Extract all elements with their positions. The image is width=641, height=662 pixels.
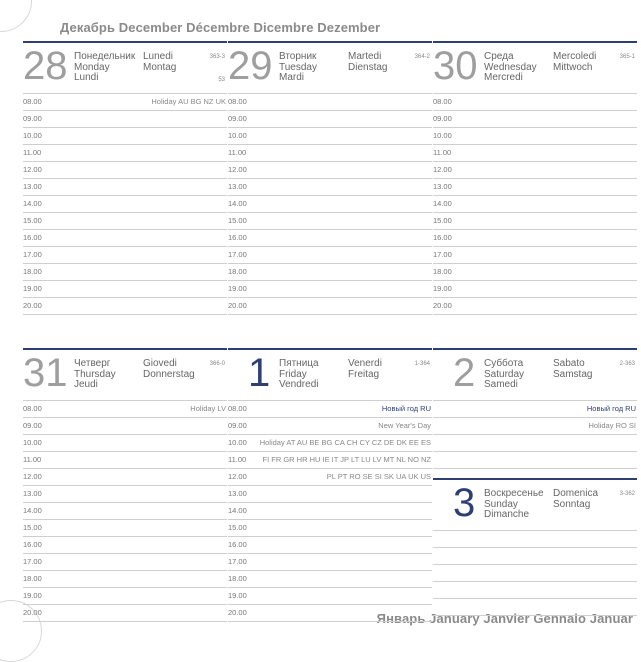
time-label: 17.00	[23, 250, 42, 259]
day-name-it: Mercoledi	[553, 51, 597, 62]
day-number: 2	[453, 351, 476, 395]
day-name-en: Tuesday	[279, 61, 317, 73]
day-names-secondary	[348, 359, 382, 380]
time-label: 20.00	[228, 301, 247, 310]
time-slot[interactable]	[433, 417, 637, 434]
time-label: 16.00	[23, 233, 42, 242]
day-block-30	[433, 41, 637, 315]
time-slot[interactable]	[433, 178, 637, 195]
time-label: 09.00	[433, 114, 452, 123]
time-slot[interactable]	[228, 570, 432, 587]
day-block-3	[433, 478, 637, 616]
time-slot[interactable]	[228, 587, 432, 604]
day-names-secondary	[348, 52, 387, 73]
time-slot[interactable]	[228, 280, 432, 297]
time-lines	[23, 93, 227, 315]
time-slot[interactable]	[228, 485, 432, 502]
time-label: 11.00	[433, 148, 452, 157]
time-label: 11.00	[228, 148, 247, 157]
time-slot[interactable]	[23, 127, 227, 144]
day-block-2	[433, 348, 637, 469]
time-label: 13.00	[228, 489, 247, 498]
time-slot[interactable]	[433, 110, 637, 127]
holiday-note-ru: Новый год RU	[381, 404, 431, 413]
day-names-primary	[74, 52, 135, 84]
time-lines	[228, 93, 432, 315]
time-label: 17.00	[23, 557, 42, 566]
time-slot[interactable]	[433, 212, 637, 229]
time-slot[interactable]	[23, 144, 227, 161]
day-of-year: 365-1	[619, 54, 635, 60]
time-slot[interactable]	[23, 110, 227, 127]
time-slot[interactable]	[433, 530, 637, 547]
time-label: 11.00	[23, 455, 42, 464]
time-slot[interactable]	[433, 581, 637, 598]
day-name-it: Lunedi	[143, 51, 174, 62]
time-label: 08.00	[23, 97, 42, 106]
day-number: 3	[453, 481, 476, 525]
day-header	[228, 41, 432, 93]
time-label: 09.00	[228, 421, 247, 430]
time-slot[interactable]	[23, 587, 227, 604]
day-name-fr: Mardi	[279, 72, 305, 83]
time-label: 20.00	[23, 608, 42, 617]
day-names-primary	[279, 359, 319, 391]
time-label: 09.00	[23, 421, 42, 430]
day-name-it: Venerdi	[348, 358, 382, 369]
time-slot[interactable]	[228, 178, 432, 195]
time-slot[interactable]	[23, 400, 227, 417]
day-name-en: Wednesday	[484, 61, 537, 73]
day-name-fr: Mercredi	[484, 72, 523, 83]
time-slot[interactable]	[23, 553, 227, 570]
time-slot[interactable]	[433, 564, 637, 581]
day-name-en: Saturday	[484, 368, 525, 380]
time-slot[interactable]	[23, 519, 227, 536]
day-name-it: Martedi	[348, 51, 382, 62]
time-slot[interactable]	[433, 246, 637, 263]
day-number: 30	[433, 44, 478, 88]
time-slot[interactable]	[228, 536, 432, 553]
day-of-year: 2-363	[619, 361, 635, 367]
holiday-note: FI FR GR HR HU IE IT JP LT LU LV MT NL NO NZ	[262, 455, 431, 464]
time-slot[interactable]	[228, 195, 432, 212]
time-slot[interactable]	[228, 400, 432, 417]
time-slot[interactable]	[23, 417, 227, 434]
time-label: 13.00	[228, 182, 247, 191]
time-slot[interactable]	[228, 502, 432, 519]
time-label: 10.00	[23, 131, 42, 140]
time-label: 19.00	[228, 284, 247, 293]
time-slot[interactable]	[23, 434, 227, 451]
day-header	[23, 41, 227, 93]
time-slot[interactable]	[228, 297, 432, 315]
time-slot[interactable]	[228, 451, 432, 468]
holiday-note: New Year's Day	[378, 421, 431, 430]
time-slot[interactable]	[23, 246, 227, 263]
time-label: 16.00	[433, 233, 452, 242]
time-slot[interactable]	[228, 434, 432, 451]
time-label: 08.00	[228, 97, 247, 106]
time-lines	[433, 93, 637, 315]
time-label: 12.00	[433, 165, 452, 174]
time-slot[interactable]	[433, 547, 637, 564]
time-slot[interactable]	[433, 434, 637, 451]
holiday-note: Holiday LV	[190, 404, 226, 413]
day-of-year: 366-0	[209, 361, 225, 367]
time-label: 10.00	[433, 131, 452, 140]
week-number: 53	[218, 77, 225, 83]
day-name-fr: Vendredi	[279, 379, 319, 390]
day-name-en: Thursday	[74, 368, 116, 380]
time-label: 08.00	[228, 404, 247, 413]
day-name-de: Freitag	[348, 368, 380, 380]
time-slot[interactable]	[433, 263, 637, 280]
time-label: 08.00	[23, 404, 42, 413]
time-label: 17.00	[228, 250, 247, 259]
time-label: 10.00	[228, 131, 247, 140]
day-number: 28	[23, 44, 68, 88]
decorative-circle	[0, 0, 32, 32]
time-label: 19.00	[23, 284, 42, 293]
day-block-1	[228, 348, 432, 622]
time-slot[interactable]	[228, 229, 432, 246]
time-label: 18.00	[23, 574, 42, 583]
time-label: 18.00	[433, 267, 452, 276]
day-header	[23, 348, 227, 400]
time-slot[interactable]	[23, 604, 227, 622]
time-slot[interactable]	[433, 144, 637, 161]
day-name-ru: Среда	[484, 51, 514, 62]
day-name-fr: Dimanche	[484, 509, 530, 520]
day-number: 29	[228, 44, 273, 88]
day-block-31	[23, 348, 227, 622]
time-slot[interactable]	[23, 229, 227, 246]
day-of-year: 3-362	[619, 491, 635, 497]
day-name-ru: Суббота	[484, 358, 524, 369]
holiday-note: PL PT RO SE SI SK UA UK US	[326, 472, 431, 481]
time-label: 15.00	[23, 216, 42, 225]
day-header	[228, 348, 432, 400]
time-slot[interactable]	[228, 519, 432, 536]
time-slot[interactable]	[433, 297, 637, 315]
day-of-year: 364-2	[414, 54, 430, 60]
time-slot[interactable]	[228, 263, 432, 280]
time-slot[interactable]	[23, 280, 227, 297]
time-slot[interactable]	[23, 570, 227, 587]
time-slot[interactable]	[23, 297, 227, 315]
day-name-fr: Lundi	[74, 72, 99, 83]
time-slot[interactable]	[228, 161, 432, 178]
time-label: 11.00	[228, 455, 247, 464]
time-slot[interactable]	[433, 451, 637, 469]
time-slot[interactable]	[228, 127, 432, 144]
time-label: 19.00	[228, 591, 247, 600]
time-label: 14.00	[23, 199, 42, 208]
holiday-note-ru: Новый год RU	[586, 404, 636, 413]
day-header	[433, 478, 637, 530]
time-slot[interactable]	[23, 195, 227, 212]
time-slot[interactable]	[228, 110, 432, 127]
time-slot[interactable]	[433, 229, 637, 246]
time-label: 11.00	[23, 148, 42, 157]
month-title-january: Январь January Janvier Gennaio Januar	[376, 611, 633, 626]
time-label: 20.00	[23, 301, 42, 310]
day-block-28	[23, 41, 227, 315]
time-label: 13.00	[23, 182, 42, 191]
time-label: 13.00	[433, 182, 452, 191]
day-name-ru: Вторник	[279, 51, 317, 62]
time-slot[interactable]	[228, 212, 432, 229]
time-slot[interactable]	[23, 502, 227, 519]
time-slot[interactable]	[228, 604, 432, 622]
time-label: 15.00	[228, 523, 247, 532]
time-label: 09.00	[228, 114, 247, 123]
time-slot[interactable]	[23, 93, 227, 110]
time-slot[interactable]	[228, 468, 432, 485]
time-slot[interactable]	[23, 485, 227, 502]
day-name-it: Domenica	[553, 488, 599, 499]
day-name-en: Friday	[279, 368, 307, 380]
day-name-fr: Jeudi	[74, 379, 98, 390]
time-label: 19.00	[433, 284, 452, 293]
time-lines	[23, 400, 227, 622]
month-title-december: Декабрь December Décembre Dicembre Dezember	[60, 20, 381, 35]
time-slot[interactable]	[228, 553, 432, 570]
day-name-ru: Понедельник	[74, 51, 136, 62]
time-label: 12.00	[228, 165, 247, 174]
time-slot[interactable]	[228, 417, 432, 434]
day-name-fr: Samedi	[484, 379, 518, 390]
time-lines	[433, 530, 637, 616]
day-name-en: Monday	[74, 61, 110, 73]
time-slot[interactable]	[23, 451, 227, 468]
day-names-secondary	[143, 359, 195, 380]
time-slot[interactable]	[433, 195, 637, 212]
day-name-de: Montag	[143, 61, 177, 73]
time-slot[interactable]	[433, 161, 637, 178]
time-slot[interactable]	[23, 263, 227, 280]
time-label: 17.00	[228, 557, 247, 566]
time-label: 13.00	[23, 489, 42, 498]
time-slot[interactable]	[228, 93, 432, 110]
time-label: 09.00	[23, 114, 42, 123]
time-label: 14.00	[23, 506, 42, 515]
day-number: 31	[23, 351, 68, 395]
day-names-primary	[74, 359, 116, 391]
time-label: 20.00	[228, 608, 247, 617]
day-names-secondary	[553, 489, 598, 510]
time-label: 08.00	[433, 97, 452, 106]
time-label: 12.00	[23, 472, 42, 481]
time-label: 20.00	[433, 301, 452, 310]
time-label: 10.00	[23, 438, 42, 447]
day-name-it: Sabato	[553, 358, 585, 369]
day-name-ru: Четверг	[74, 358, 111, 369]
day-name-ru: Воскресенье	[484, 488, 544, 499]
time-label: 16.00	[23, 540, 42, 549]
time-slot[interactable]	[433, 280, 637, 297]
time-label: 10.00	[228, 438, 247, 447]
time-slot[interactable]	[23, 161, 227, 178]
time-slot[interactable]	[23, 536, 227, 553]
day-names-primary	[484, 359, 524, 391]
day-block-29	[228, 41, 432, 315]
time-label: 15.00	[433, 216, 452, 225]
time-label: 16.00	[228, 540, 247, 549]
time-label: 18.00	[228, 267, 247, 276]
day-of-year: 363-3	[209, 54, 225, 60]
time-label: 14.00	[228, 506, 247, 515]
time-label: 18.00	[228, 574, 247, 583]
day-name-de: Samstag	[553, 368, 593, 380]
time-label: 16.00	[228, 233, 247, 242]
day-name-de: Dienstag	[348, 61, 388, 73]
holiday-note: Holiday AU BG NZ UK	[151, 97, 226, 106]
day-name-it: Giovedi	[143, 358, 177, 369]
time-slot[interactable]	[228, 144, 432, 161]
time-slot[interactable]	[23, 178, 227, 195]
day-number: 1	[248, 351, 271, 395]
day-name-de: Mittwoch	[553, 61, 593, 73]
time-label: 17.00	[433, 250, 452, 259]
day-of-year: 1-364	[414, 361, 430, 367]
day-names-secondary	[143, 52, 176, 73]
time-label: 12.00	[228, 472, 247, 481]
time-label: 15.00	[228, 216, 247, 225]
time-label: 14.00	[433, 199, 452, 208]
day-name-de: Sonntag	[553, 498, 591, 510]
day-names-primary	[279, 52, 317, 84]
time-slot[interactable]	[228, 246, 432, 263]
time-slot[interactable]	[23, 212, 227, 229]
time-label: 19.00	[23, 591, 42, 600]
day-name-ru: Пятница	[279, 358, 319, 369]
day-name-de: Donnerstag	[143, 368, 195, 380]
day-header	[433, 348, 637, 400]
time-lines	[228, 400, 432, 622]
time-slot[interactable]	[433, 400, 637, 417]
time-slot[interactable]	[433, 93, 637, 110]
time-slot[interactable]	[23, 468, 227, 485]
day-name-en: Sunday	[484, 498, 518, 510]
time-slot[interactable]	[433, 598, 637, 616]
day-names-secondary	[553, 52, 596, 73]
time-label: 14.00	[228, 199, 247, 208]
time-label: 12.00	[23, 165, 42, 174]
day-names-primary	[484, 52, 537, 84]
time-label: 18.00	[23, 267, 42, 276]
holiday-note: Holiday RO SI	[588, 421, 636, 430]
time-lines	[433, 400, 637, 469]
time-label: 15.00	[23, 523, 42, 532]
day-names-secondary	[553, 359, 592, 380]
time-slot[interactable]	[433, 127, 637, 144]
holiday-note: Holiday AT AU BE BG CA CH CY CZ DE DK EE ES	[259, 438, 431, 447]
day-header	[433, 41, 637, 93]
day-names-primary	[484, 489, 544, 521]
